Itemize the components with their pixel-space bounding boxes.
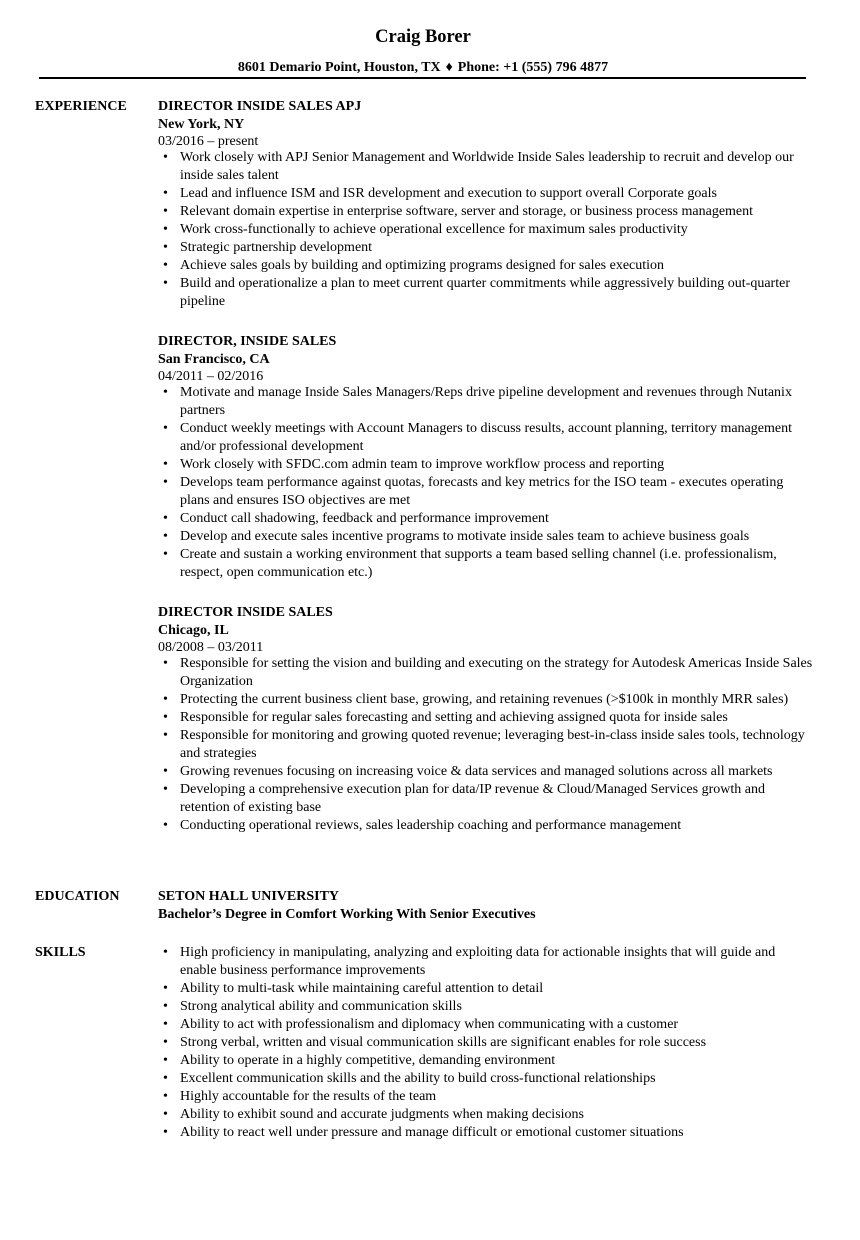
job-bullets <box>158 384 813 582</box>
bullet-item: • Develop and execute sales incentive programs to motivate inside sales team to achieve business goals <box>158 528 813 546</box>
education-body <box>158 888 813 924</box>
contact-line <box>0 59 846 77</box>
degree: Bachelor’s Degree in Comfort Working With Senior Executives <box>158 907 536 922</box>
bullet-item: • Develops team performance against quotas, forecasts and key metrics for the ISO team - executes operating plans and ensures ISO objectives are met <box>158 474 813 510</box>
resume-header <box>0 26 846 77</box>
bullet-item: • Motivate and manage Inside Sales Managers/Reps drive pipeline development and revenues through Nutanix partners <box>158 384 813 420</box>
bullet-item: • Conduct call shadowing, feedback and performance improvement <box>158 510 813 528</box>
job-bullets <box>158 655 813 835</box>
candidate-name: Craig Borer <box>375 27 471 47</box>
job-location: San Francisco, CA <box>158 352 270 367</box>
section-label-education: EDUCATION <box>35 889 120 904</box>
bullet-item: • Create and sustain a working environment that supports a team based selling channel (i.e. professionalism, respect, open communication etc.) <box>158 546 813 582</box>
bullet-item: • Conduct weekly meetings with Account Managers to discuss results, account planning, territory management and/or professional development <box>158 420 813 456</box>
bullet-item: • Conducting operational reviews, sales leadership coaching and performance management <box>158 817 813 835</box>
skill-item: • Ability to operate in a highly competitive, demanding environment <box>158 1052 813 1070</box>
bullet-item: • Responsible for monitoring and growing quoted revenue; leveraging best-in-class inside sales tools, technology and strategies <box>158 727 813 763</box>
section-label-experience: EXPERIENCE <box>35 99 127 114</box>
skill-item: • Strong analytical ability and communication skills <box>158 998 813 1016</box>
section-label-skills: SKILLS <box>35 945 86 960</box>
bullet-item: • Developing a comprehensive execution plan for data/IP revenue & Cloud/Managed Services growth and retention of existing base <box>158 781 813 817</box>
bullet-item: • Responsible for setting the vision and building and executing on the strategy for Autodesk Americas Inside Sales Organization <box>158 655 813 691</box>
skill-item: • Ability to act with professionalism and diplomacy when communicating with a customer <box>158 1016 813 1034</box>
job-entry <box>158 98 813 311</box>
job-entry <box>158 333 813 582</box>
school-name: SETON HALL UNIVERSITY <box>158 889 340 904</box>
skill-item: • Excellent communication skills and the ability to build cross-functional relationships <box>158 1070 813 1088</box>
job-location: New York, NY <box>158 117 245 132</box>
job-title: DIRECTOR INSIDE SALES <box>158 605 333 620</box>
header-divider <box>39 77 806 79</box>
skill-item: • Highly accountable for the results of the team <box>158 1088 813 1106</box>
skill-item: • Ability to exhibit sound and accurate judgments when making decisions <box>158 1106 813 1124</box>
bullet-item: • Responsible for regular sales forecasting and setting and achieving assigned quota for inside sales <box>158 709 813 727</box>
bullet-item: • Work closely with APJ Senior Management and Worldwide Inside Sales leadership to recruit and develop our inside sales talent <box>158 149 813 185</box>
job-bullets <box>158 149 813 311</box>
skills-list <box>158 944 813 1142</box>
skill-item: • Ability to react well under pressure and manage difficult or emotional customer situations <box>158 1124 813 1142</box>
job-dates: 04/2011 – 02/2016 <box>158 369 264 384</box>
job-title: DIRECTOR INSIDE SALES APJ <box>158 99 362 114</box>
skill-item: • Ability to multi-task while maintaining careful attention to detail <box>158 980 813 998</box>
skills-body <box>158 944 813 1142</box>
experience-body <box>158 98 813 853</box>
job-location: Chicago, IL <box>158 623 229 638</box>
bullet-item: • Build and operationalize a plan to meet current quarter commitments while aggressively building out-quarter pipeline <box>158 275 813 311</box>
bullet-item: • Work cross-functionally to achieve operational excellence for maximum sales productivity <box>158 221 813 239</box>
bullet-item: • Work closely with SFDC.com admin team to improve workflow process and reporting <box>158 456 813 474</box>
bullet-item: • Protecting the current business client base, growing, and retaining revenues (>$100k in monthly MRR sales) <box>158 691 813 709</box>
bullet-item: • Lead and influence ISM and ISR development and execution to support overall Corporate goals <box>158 185 813 203</box>
diamond-separator-icon: ♦ <box>445 60 453 75</box>
job-entry <box>158 604 813 835</box>
skill-item: • High proficiency in manipulating, analyzing and exploiting data for actionable insights that will guide and enable business performance improvements <box>158 944 813 980</box>
skill-item: • Strong verbal, written and visual communication skills are significant enables for role success <box>158 1034 813 1052</box>
job-dates: 08/2008 – 03/2011 <box>158 640 264 655</box>
bullet-item: • Relevant domain expertise in enterprise software, server and storage, or business process management <box>158 203 813 221</box>
address: 8601 Demario Point, Houston, TX <box>237 60 441 75</box>
job-title: DIRECTOR, INSIDE SALES <box>158 334 337 349</box>
bullet-item: • Achieve sales goals by building and optimizing programs designed for sales execution <box>158 257 813 275</box>
bullet-item: • Growing revenues focusing on increasing voice & data services and managed solutions across all markets <box>158 763 813 781</box>
bullet-item: • Strategic partnership development <box>158 239 813 257</box>
phone: Phone: +1 (555) 796 4877 <box>457 60 609 75</box>
job-dates: 03/2016 – present <box>158 134 259 149</box>
